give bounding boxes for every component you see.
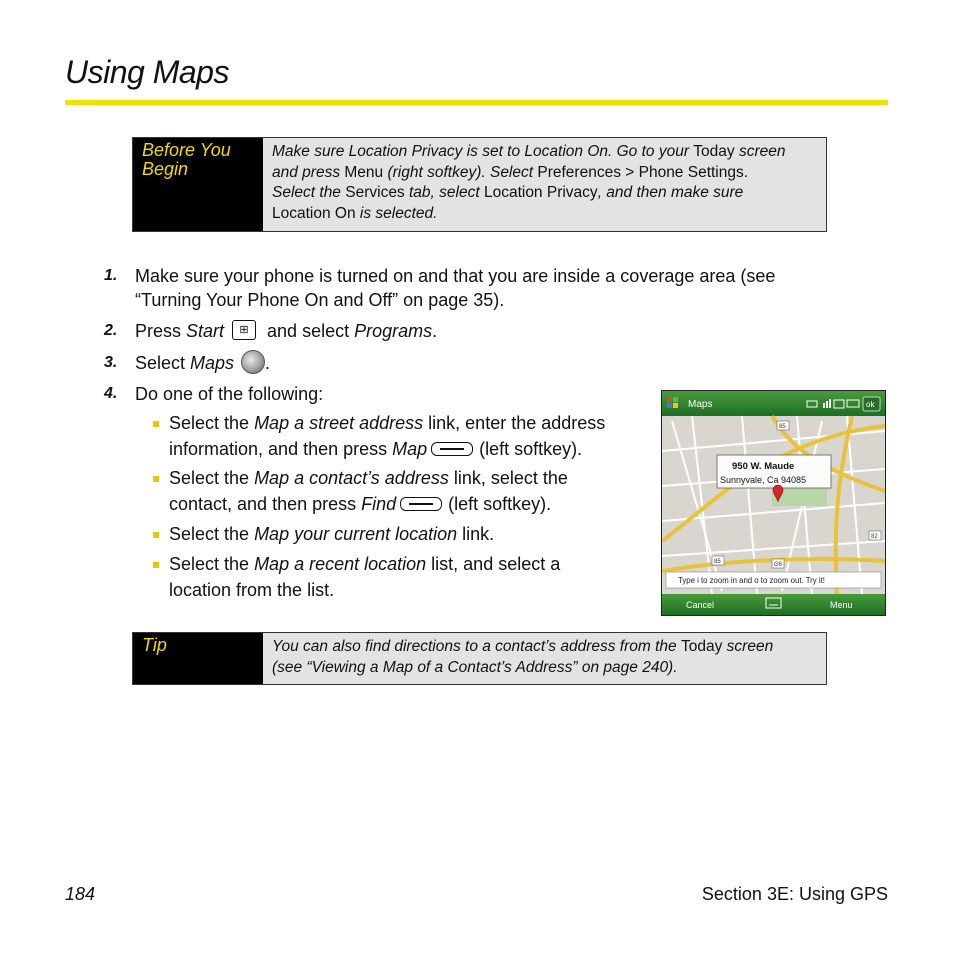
- svg-text:85: 85: [714, 559, 721, 565]
- bullet-recent-location: Select the Map a recent location list, and select a location from the list.: [169, 554, 561, 600]
- section-title: Section 3E: Using GPS: [701, 884, 888, 904]
- svg-text:82: 82: [871, 534, 878, 540]
- note-line-4: Location On is selected.: [272, 204, 438, 222]
- menu-softkey[interactable]: Menu: [830, 600, 853, 610]
- tip-line-2: (see “Viewing a Map of a Contact’s Address” on page 240).: [272, 658, 678, 676]
- note-line-1: Make sure Location Privacy is set to Location On. Go to your Today screen: [272, 143, 786, 160]
- note-label: Before You Begin: [133, 138, 263, 231]
- app-title: Maps: [688, 399, 713, 410]
- cancel-softkey[interactable]: Cancel: [686, 600, 715, 610]
- bullet-contact-address: Select the Map a contact’s address link, select the contact, and then press Find (left softkey).: [169, 468, 568, 514]
- note-text: [263, 138, 826, 231]
- note-line-2: and press Menu (right softkey). Select Preferences > Phone Settings.: [272, 163, 749, 181]
- zoom-hint-text: Type i to zoom in and o to zoom out. Try it!: [678, 576, 825, 585]
- bullet-street-address: Select the Map a street address link, enter the address information, and then press Map (left softkey).: [169, 413, 606, 459]
- tip-line-1: You can also find directions to a contact’s address from the Today screen: [272, 638, 774, 655]
- left-softkey-icon: [431, 442, 473, 456]
- start-key-icon: ⊞: [232, 320, 256, 340]
- tip-label: Tip: [133, 633, 263, 684]
- svg-text:85: 85: [779, 424, 786, 430]
- title-underline: [65, 100, 888, 105]
- bullet-current-location: Select the Map your current location link.: [169, 524, 495, 544]
- ok-label: ok: [866, 400, 875, 409]
- before-you-begin-note: [132, 137, 827, 232]
- svg-text:G6: G6: [774, 562, 783, 568]
- page-number: 184: [65, 884, 96, 904]
- tip-text: [263, 633, 826, 684]
- note-line-3: Select the Services tab, select Location Privacy, and then make sure: [272, 184, 744, 201]
- maps-screen-svg: [662, 391, 885, 615]
- bullet-marker-icon: [153, 532, 159, 538]
- phone-maps-screenshot: [661, 390, 886, 616]
- left-softkey-icon: [400, 497, 442, 511]
- bullet-marker-icon: [153, 421, 159, 427]
- maps-app-icon: [241, 350, 265, 374]
- tip-note: [132, 632, 827, 685]
- bullet-marker-icon: [153, 562, 159, 568]
- bullet-marker-icon: [153, 476, 159, 482]
- callout-street: 950 W. Maude: [732, 461, 795, 472]
- signal-icon: [823, 403, 825, 408]
- callout-city: Sunnyvale, Ca 94085: [720, 475, 807, 485]
- page-title: Using Maps: [65, 54, 229, 90]
